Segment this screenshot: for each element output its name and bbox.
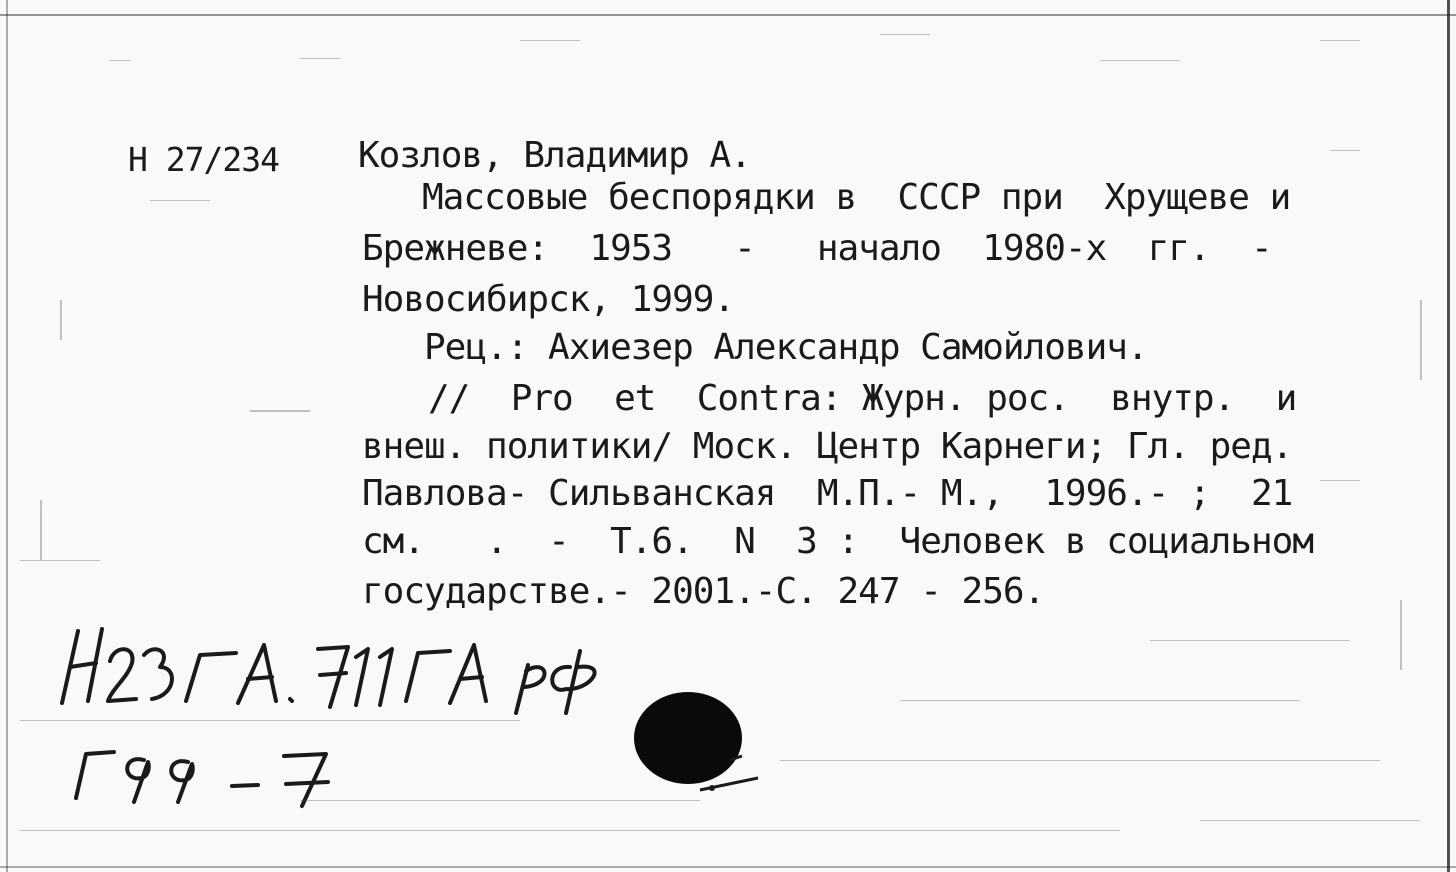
card-left-edge	[6, 0, 8, 872]
source-line-5: государстве.- 2001.-С. 247 - 256.	[362, 571, 1045, 612]
card-right-edge	[1447, 0, 1450, 872]
source-line-2: внеш. политики/ Моск. Центр Карнеги; Гл. ред.	[362, 426, 1293, 467]
handwritten-note-1	[50, 615, 610, 715]
source-line-1: // Pro et Contra: Журн. рос. внутр. и	[428, 378, 1297, 419]
imprint-line: Новосибирск, 1999.	[362, 279, 735, 320]
title-line-2: Брежневе: 1953 - начало 1980-х гг. -	[362, 228, 1272, 269]
author-line: Козлов, Владимир А.	[358, 135, 751, 176]
card-bottom-edge	[0, 866, 1456, 868]
review-line: Рец.: Ахиезер Александр Самойлович.	[424, 327, 1148, 368]
handwritten-note-2	[64, 740, 354, 810]
card-top-edge	[0, 14, 1456, 16]
source-line-3: Павлова- Сильванская М.П.- М., 1996.- ; 21	[362, 473, 1293, 514]
shelfmark: Н 27/234	[128, 140, 279, 179]
ink-blot	[630, 690, 770, 800]
title-line-1: Массовые беспорядки в СССР при Хрущеве и	[422, 177, 1291, 218]
source-line-4: см. . - Т.6. N 3 : Человек в социальном	[362, 521, 1313, 562]
